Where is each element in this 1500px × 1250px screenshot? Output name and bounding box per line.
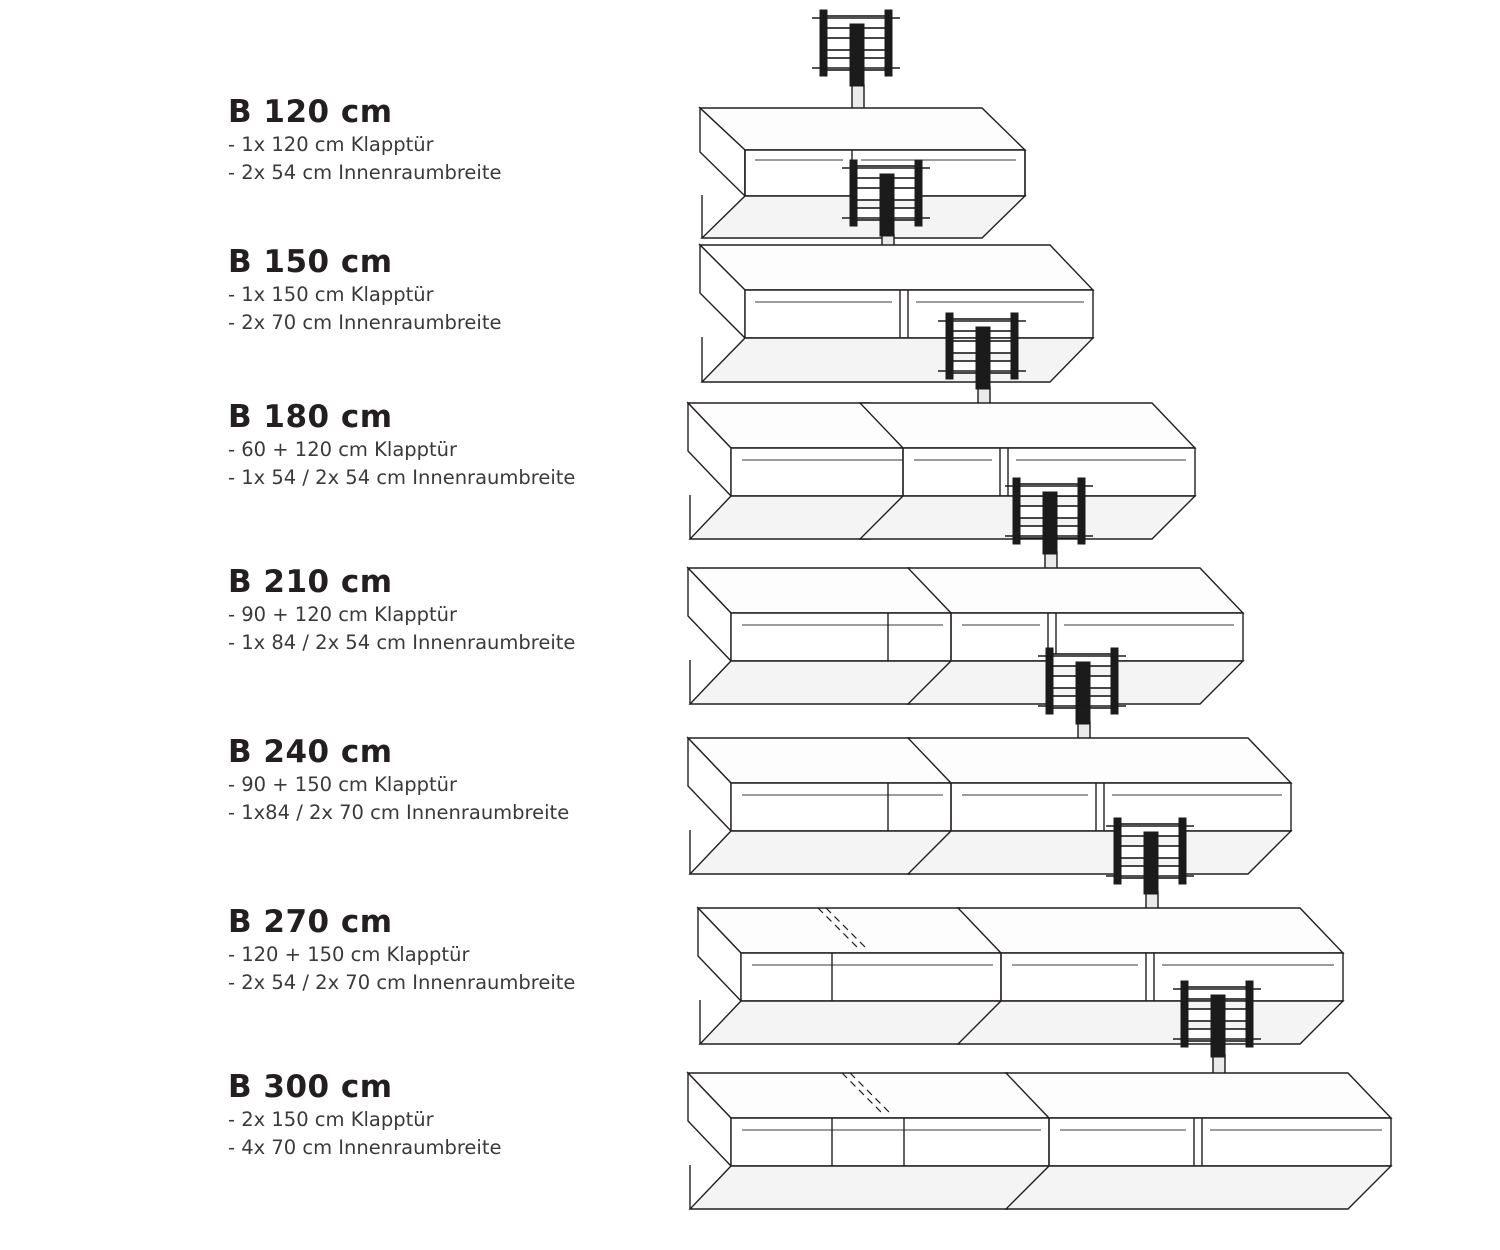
variant-spec-b300 — [228, 1070, 658, 1162]
variant-line-2: - 1x 54 / 2x 54 cm Innenraumbreite — [228, 465, 576, 489]
variant-title: B 300 cm — [228, 1069, 393, 1105]
variant-line-1: - 2x 150 cm Klapptür — [228, 1107, 434, 1131]
variant-line-1: - 120 + 150 cm Klapptür — [228, 942, 470, 966]
variant-line-2: - 1x84 / 2x 70 cm Innenraumbreite — [228, 800, 570, 824]
variant-line-2: - 2x 70 cm Innenraumbreite — [228, 310, 502, 334]
variant-line-1: - 60 + 120 cm Klapptür — [228, 437, 458, 461]
tv-wall-mount-icon — [812, 10, 900, 119]
variant-title: B 120 cm — [228, 94, 393, 130]
variant-title: B 150 cm — [228, 244, 393, 280]
variant-line-1: - 1x 120 cm Klapptür — [228, 132, 434, 156]
variant-line-2: - 4x 70 cm Innenraumbreite — [228, 1135, 502, 1159]
variant-line-1: - 90 + 150 cm Klapptür — [228, 772, 458, 796]
variant-art-b300 — [660, 975, 1500, 1225]
variant-title: B 180 cm — [228, 399, 393, 435]
variant-line-1: - 1x 150 cm Klapptür — [228, 282, 434, 306]
variant-line-2: - 2x 54 / 2x 70 cm Innenraumbreite — [228, 970, 576, 994]
variant-title: B 210 cm — [228, 564, 393, 600]
variant-row-b300 — [0, 975, 1500, 1205]
variant-title: B 270 cm — [228, 904, 393, 940]
cabinet-drawing-icon — [688, 1073, 1391, 1209]
variant-line-2: - 2x 54 cm Innenraumbreite — [228, 160, 502, 184]
variant-title: B 240 cm — [228, 734, 393, 770]
variant-line-2: - 1x 84 / 2x 54 cm Innenraumbreite — [228, 630, 576, 654]
variant-line-1: - 90 + 120 cm Klapptür — [228, 602, 458, 626]
